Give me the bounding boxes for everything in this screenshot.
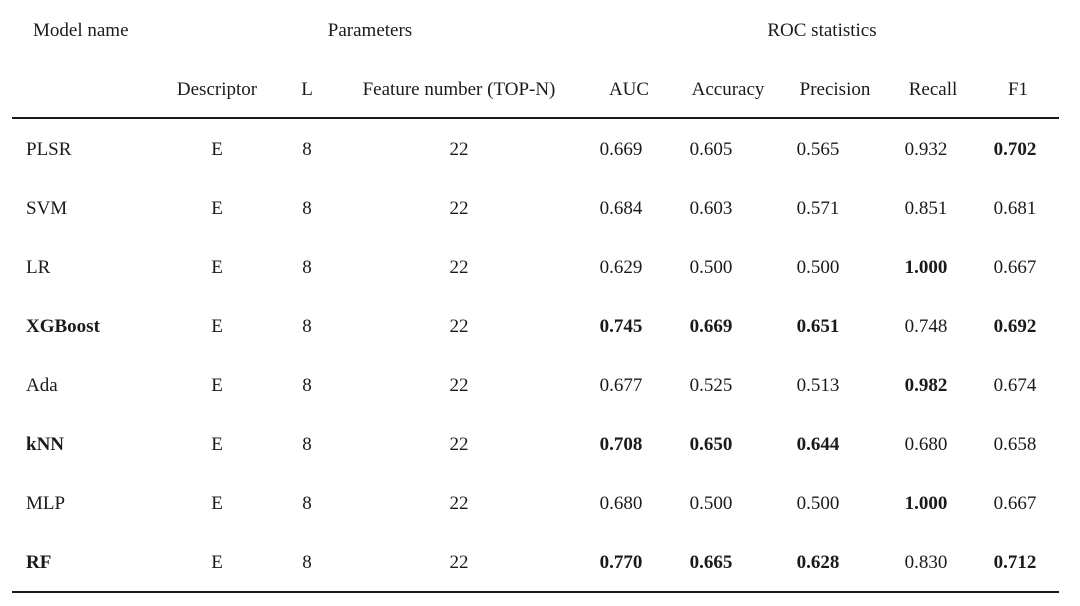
cell-features: 22 <box>449 257 469 278</box>
table-row <box>0 135 1080 165</box>
header-rule <box>12 117 1059 119</box>
cell-precision: 0.651 <box>796 316 840 337</box>
cell-descriptor: E <box>211 316 223 337</box>
cell-recall: 0.982 <box>904 375 948 396</box>
cell-accuracy: 0.500 <box>689 257 733 278</box>
table-row <box>0 489 1080 519</box>
cell-auc: 0.669 <box>599 139 643 160</box>
cell-auc: 0.708 <box>599 434 643 455</box>
cell-recall: 1.000 <box>904 257 948 278</box>
cell-precision: 0.500 <box>796 493 840 514</box>
cell-precision: 0.571 <box>796 198 840 219</box>
cell-descriptor: E <box>211 375 223 396</box>
cell-l: 8 <box>302 434 312 455</box>
cell-auc: 0.770 <box>599 552 643 573</box>
cell-f1: 0.712 <box>993 552 1037 573</box>
cell-f1: 0.681 <box>993 198 1037 219</box>
cell-l: 8 <box>302 316 312 337</box>
cell-features: 22 <box>449 316 469 337</box>
cell-model-name: MLP <box>26 493 66 514</box>
cell-features: 22 <box>449 493 469 514</box>
header-l: L <box>301 79 313 100</box>
cell-descriptor: E <box>211 139 223 160</box>
cell-accuracy: 0.525 <box>689 375 733 396</box>
cell-accuracy: 0.500 <box>689 493 733 514</box>
cell-recall: 0.932 <box>904 139 948 160</box>
cell-model-name: RF <box>26 552 52 573</box>
cell-recall: 0.748 <box>904 316 948 337</box>
table-row <box>0 194 1080 224</box>
table-row <box>0 253 1080 283</box>
cell-precision: 0.513 <box>796 375 840 396</box>
cell-model-name: Ada <box>26 375 58 396</box>
cell-auc: 0.745 <box>599 316 643 337</box>
cell-descriptor: E <box>211 493 223 514</box>
header-roc-statistics: ROC statistics <box>767 20 877 41</box>
cell-features: 22 <box>449 375 469 396</box>
table-row <box>0 371 1080 401</box>
cell-descriptor: E <box>211 257 223 278</box>
cell-accuracy: 0.605 <box>689 139 733 160</box>
cell-auc: 0.684 <box>599 198 643 219</box>
header-auc: AUC <box>608 79 650 100</box>
cell-features: 22 <box>449 139 469 160</box>
table-row <box>0 430 1080 460</box>
header-precision: Precision <box>799 79 871 100</box>
header-model-name: Model name <box>33 20 129 41</box>
cell-descriptor: E <box>211 552 223 573</box>
cell-descriptor: E <box>211 434 223 455</box>
cell-f1: 0.667 <box>993 493 1037 514</box>
cell-recall: 0.680 <box>904 434 948 455</box>
cell-accuracy: 0.665 <box>689 552 733 573</box>
header-feature-number: Feature number (TOP-N) <box>362 79 556 100</box>
cell-auc: 0.680 <box>599 493 643 514</box>
bottom-rule <box>12 591 1059 593</box>
cell-recall: 0.830 <box>904 552 948 573</box>
cell-auc: 0.677 <box>599 375 643 396</box>
cell-l: 8 <box>302 375 312 396</box>
cell-l: 8 <box>302 552 312 573</box>
cell-model-name: SVM <box>26 198 68 219</box>
cell-l: 8 <box>302 493 312 514</box>
cell-precision: 0.644 <box>796 434 840 455</box>
header-recall: Recall <box>908 79 958 100</box>
cell-features: 22 <box>449 434 469 455</box>
cell-features: 22 <box>449 198 469 219</box>
cell-f1: 0.667 <box>993 257 1037 278</box>
cell-f1: 0.702 <box>993 139 1037 160</box>
cell-model-name: LR <box>26 257 51 278</box>
cell-precision: 0.500 <box>796 257 840 278</box>
cell-accuracy: 0.669 <box>689 316 733 337</box>
cell-precision: 0.628 <box>796 552 840 573</box>
cell-f1: 0.658 <box>993 434 1037 455</box>
table-row <box>0 548 1080 578</box>
cell-model-name: XGBoost <box>26 316 100 337</box>
cell-features: 22 <box>449 552 469 573</box>
cell-l: 8 <box>302 198 312 219</box>
cell-accuracy: 0.603 <box>689 198 733 219</box>
cell-precision: 0.565 <box>796 139 840 160</box>
header-f1: F1 <box>1007 79 1029 100</box>
cell-l: 8 <box>302 139 312 160</box>
cell-f1: 0.692 <box>993 316 1037 337</box>
cell-accuracy: 0.650 <box>689 434 733 455</box>
header-accuracy: Accuracy <box>691 79 765 100</box>
cell-f1: 0.674 <box>993 375 1037 396</box>
cell-descriptor: E <box>211 198 223 219</box>
cell-l: 8 <box>302 257 312 278</box>
cell-auc: 0.629 <box>599 257 643 278</box>
cell-model-name: PLSR <box>26 139 72 160</box>
cell-recall: 0.851 <box>904 198 948 219</box>
cell-recall: 1.000 <box>904 493 948 514</box>
header-descriptor: Descriptor <box>176 79 258 100</box>
table-row <box>0 312 1080 342</box>
header-parameters: Parameters <box>327 20 413 41</box>
cell-model-name: kNN <box>26 434 65 455</box>
